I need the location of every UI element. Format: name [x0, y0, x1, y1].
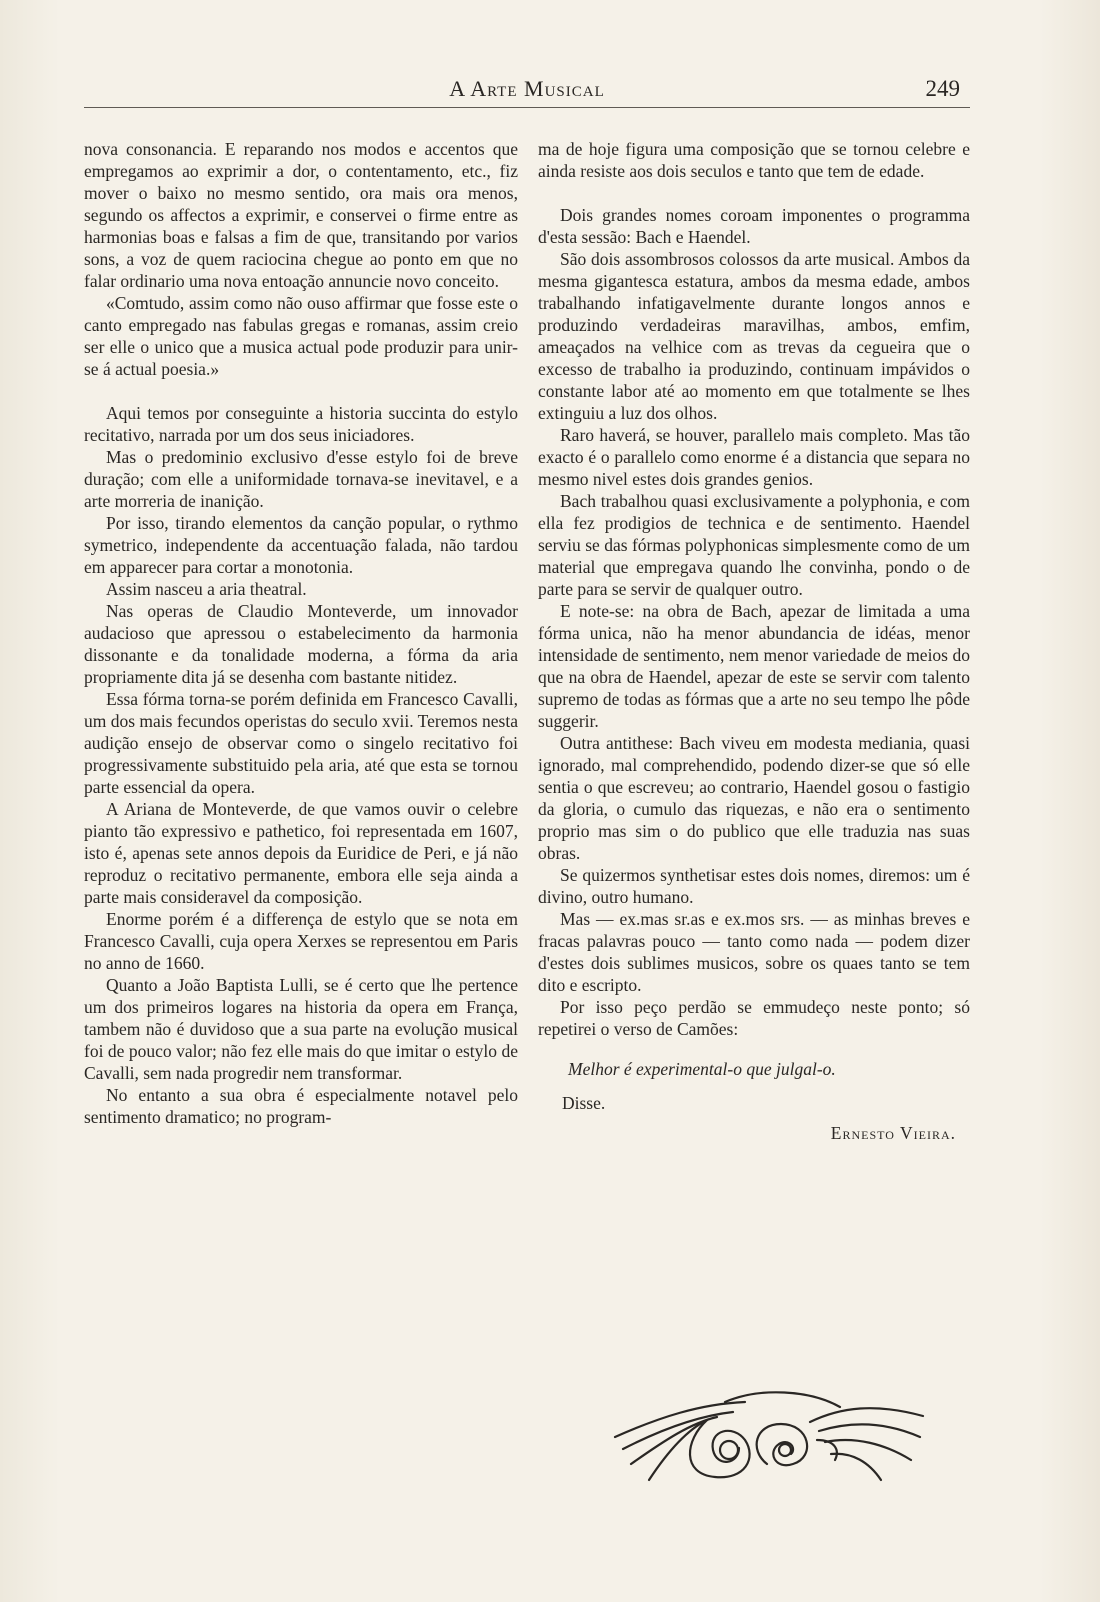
paragraph: Dois grandes nomes coroam imponentes o programma d'esta sessão: Bach e Haendel. [538, 205, 970, 247]
paragraph: E note-se: na obra de Bach, apezar de limitada a uma fórma unica, não ha menor abundancia de idéas, menor intensidade de sentimento, nem menor variedade de meios do que na obra de Haendel, apezar de este se servir com talento supremo de todas as fórmas que a arte no seu tempo lhe pôde suggerir. [538, 601, 970, 731]
paragraph: São dois assombrosos colossos da arte musical. Ambos da mesma gigantesca estatura, ambos da mesma edade, ambos trabalhando infatigavelmente durante longos annos e produzindo verdadeiras maravilhas, ambos, emfim, ameaçados na velhice com as trevas da cegueira que o excesso de trabalho ia produzindo, continuam impávidos o constante labor até ao momento em que totalmente se lhes extinguiu a luz dos olhos. [538, 249, 970, 423]
paragraph: nova consonancia. E reparando nos modos e accentos que empregamos ao exprimir a dor, o contentamento, etc., fiz mover o baixo no mesmo sentido, ora mais ora menos, segundo os affectos a exprimir, e conservei o firme entre as harmonias boas e falsas a fim de que, transitando por varios sons, a voz de quem raciocina chegue ao ponto em que no falar ordinario uma nova entoação annuncie novo conceito. [84, 139, 518, 291]
paragraph: Se quizermos synthetisar estes dois nomes, diremos: um é divino, outro humano. [538, 865, 970, 907]
paragraph: Raro haverá, se houver, parallelo mais completo. Mas tão exacto é o parallelo como enorme é a distancia que separa no mesmo nivel estes dois grandes genios. [538, 425, 970, 489]
scroll-ornament-icon [605, 1382, 935, 1492]
paragraph: No entanto a sua obra é especialmente notavel pelo sentimento dramatico; no program- [84, 1085, 518, 1127]
paragraph: Quanto a João Baptista Lulli, se é certo que lhe pertence um dos primeiros logares na historia da opera em França, tambem não é duvidoso que a sua parte na evolução musical foi de pouco valor; não fez elle mais do que imitar o estylo de Cavalli, sem nada progredir nem transformar. [84, 975, 518, 1083]
paragraph: Bach trabalhou quasi exclusivamente a polyphonia, e com ella fez prodigios de technica e de sentimento. Haendel serviu se das fórmas polyphonicas simplesmente como de um material que empregava quando lhe convinha, pondo o de parte para se servir de qualquer outro. [538, 491, 970, 599]
paragraph: A Ariana de Monteverde, de que vamos ouvir o celebre pianto tão expressivo e pathetico, foi representada em 1607, isto é, apenas sete annos depois da Euridice de Peri, e já não reproduz o recitativo permanente, embora elle seja ainda a parte mais consideravel da composição. [84, 799, 518, 907]
camoes-verse: Melhor é experimental-o que julgal-o. [568, 1059, 836, 1079]
paragraph: Aqui temos por conseguinte a historia succinta do estylo recitativo, narrada por um dos seus iniciadores. [84, 403, 518, 445]
header-rule [84, 107, 970, 108]
paragraph: Nas operas de Claudio Monteverde, um innovador audacioso que apressou o estabelecimento da harmonia dissonante e da tonalidade moderna, a fórma da aria propriamente dita já se desenha com bastante nitidez. [84, 601, 518, 687]
paragraph: ma de hoje figura uma composição que se tornou celebre e ainda resiste aos dois seculos e tanto que tem de edade. [538, 139, 970, 181]
left-column [84, 138, 518, 1128]
paragraph: «Comtudo, assim como não ouso affirmar que fosse este o canto empregado nas fabulas gregas e romanas, assim creio ser elle o unico que a musica actual pode produzir para unir-se á actual poesia.» [84, 293, 518, 379]
paragraph: Por isso peço perdão se emmudeço neste ponto; só repetirei o verso de Camões: [538, 997, 970, 1039]
paragraph: Enorme porém é a differença de estylo que se nota em Francesco Cavalli, cuja opera Xerxes se representou em Paris no anno de 1660. [84, 909, 518, 973]
paragraph: Outra antithese: Bach viveu em modesta mediania, quasi ignorado, mal comprehendido, podendo dizer-se que só elle sentia o que escreveu; ao contrario, Haendel gosou o fastigio da gloria, o cumulo das riquezas, e não era o sentimento proprio mas sim o do publico que elle traduzia nas suas obras. [538, 733, 970, 863]
paragraph: Mas — ex.mas sr.as e ex.mos srs. — as minhas breves e fracas palavras pouco — tanto como nada — podem dizer d'estes dois sublimes musicos, sobre os quaes tanto se tem dito e escripto. [538, 909, 970, 995]
page-header [84, 72, 970, 104]
author-signature: Ernesto Vieira. [830, 1123, 956, 1143]
right-column [538, 138, 970, 1144]
paragraph: Essa fórma torna-se porém definida em Francesco Cavalli, um dos mais fecundos operistas do seculo xvii. Teremos nesta audição ensejo de observar como o singelo recitativo foi progressivamente substituido pela aria, até que esta se tornou parte essencial da opera. [84, 689, 518, 797]
paragraph: Assim nasceu a aria theatral. [106, 579, 307, 599]
page-number: 249 [925, 76, 960, 101]
paragraph: Mas o predominio exclusivo d'esse estylo foi de breve duração; com elle a uniformidade tornava-se inevitavel, e a arte morreria de inanição. [84, 447, 518, 511]
running-title: A Arte Musical [449, 76, 605, 101]
closing-word: Disse. [562, 1093, 606, 1113]
paragraph: Por isso, tirando elementos da canção popular, o rythmo symetrico, independente da accentuação falada, não tardou em apparecer para cortar a monotonia. [84, 513, 518, 577]
